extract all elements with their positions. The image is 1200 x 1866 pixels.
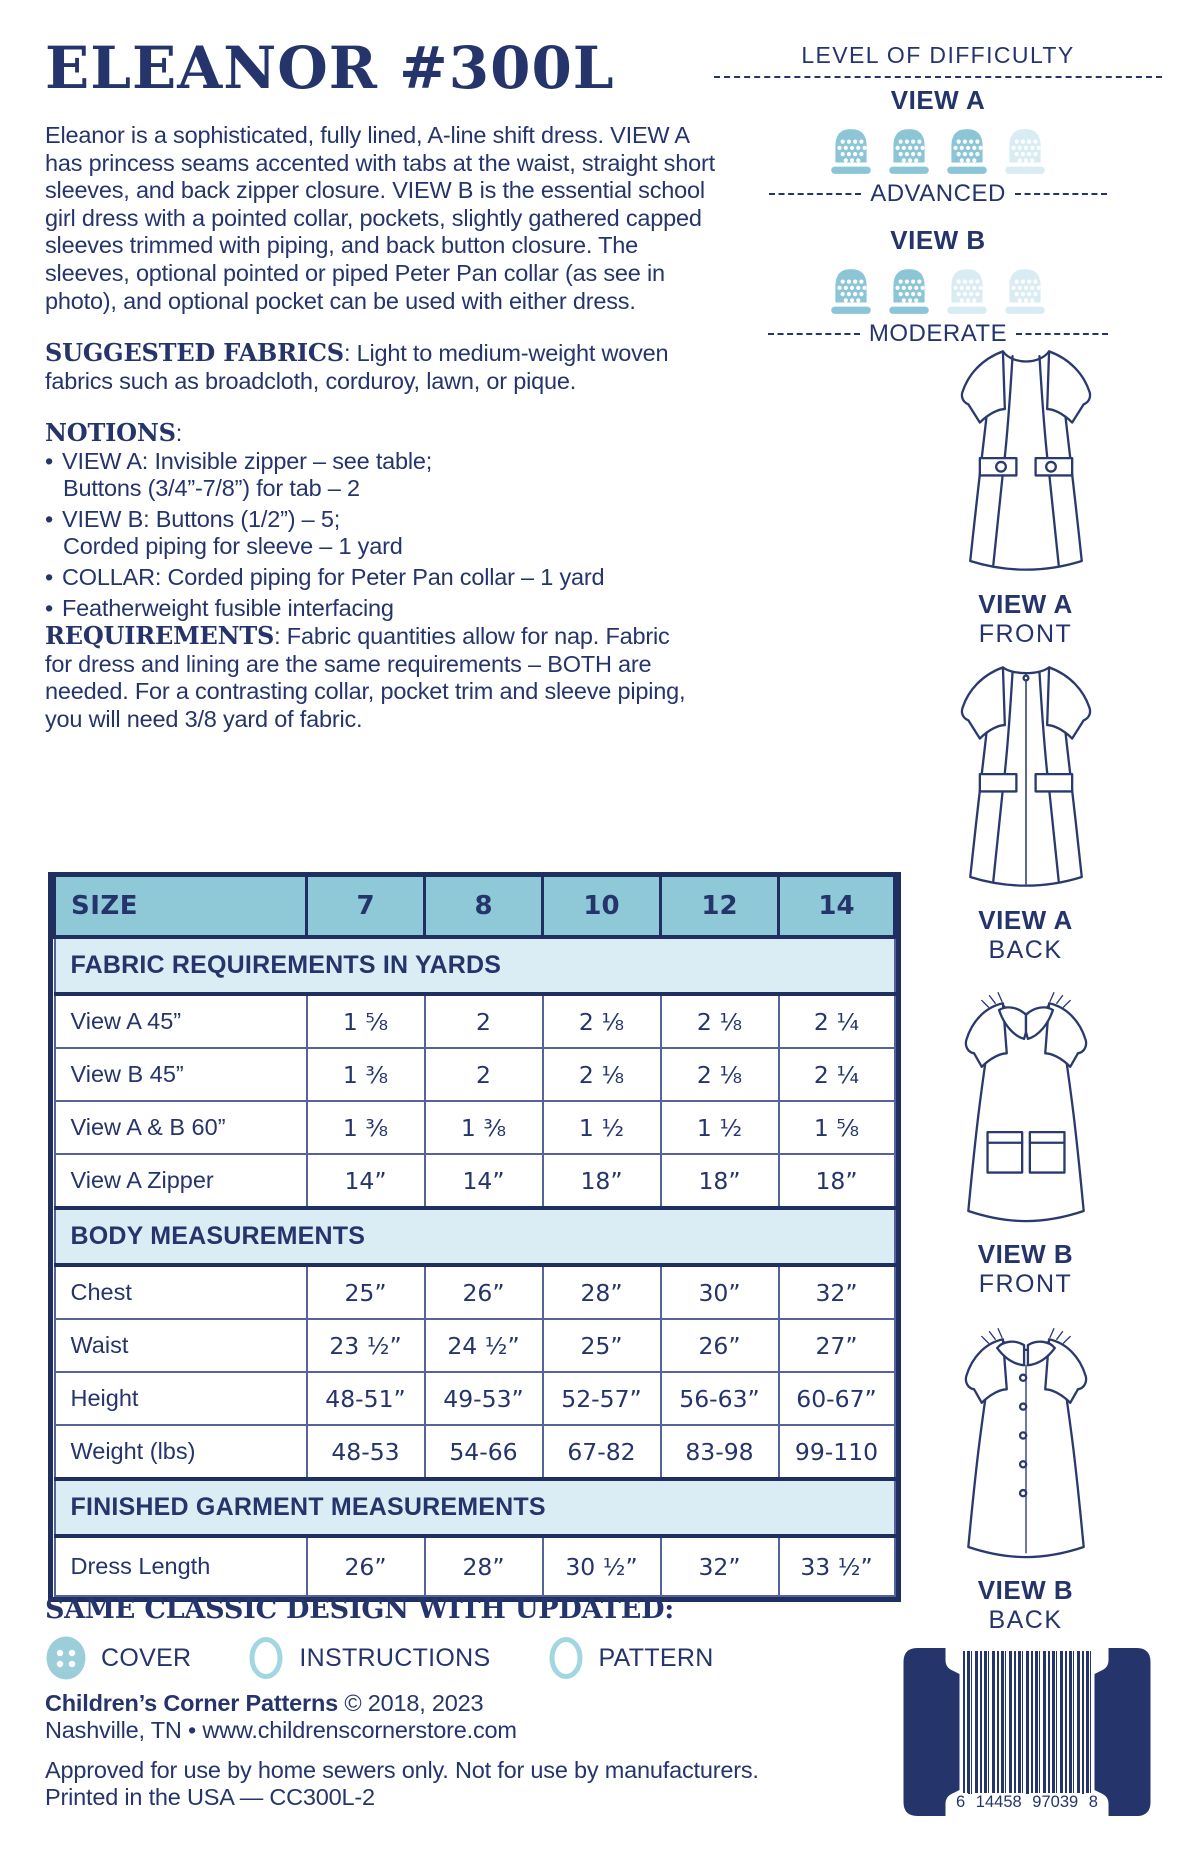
figure-view-label: VIEW B [977, 1239, 1074, 1269]
thimble-icon [1001, 265, 1049, 317]
table-row [55, 1048, 895, 1101]
thimble-icon [1001, 125, 1049, 177]
table-row [55, 994, 895, 1048]
size-table [53, 877, 896, 1597]
barcode-digits [953, 1793, 1101, 1812]
suggested-fabrics-text: : Light to medium-weight woven fabrics such as broadcloth, corduroy, lawn, or pique. [45, 340, 669, 394]
dashed-rule [714, 76, 1162, 78]
table-row [55, 1154, 895, 1208]
footer [45, 1690, 759, 1811]
size-label-cell: SIZE [55, 877, 307, 937]
view-b-front-figure [908, 986, 1143, 1299]
value-cell: 67-82 [543, 1425, 661, 1479]
barcode-bars [963, 1651, 1091, 1794]
value-cell: 52-57” [543, 1372, 661, 1425]
notion-item [45, 506, 717, 561]
section-header-cell: FABRIC REQUIREMENTS IN YARDS [55, 937, 895, 994]
notion-item [45, 448, 717, 503]
value-cell: 24 ¹⁄₂” [425, 1319, 543, 1372]
thimble-icon [943, 125, 991, 177]
value-cell: 54-66 [425, 1425, 543, 1479]
button-icon [45, 1635, 87, 1681]
barcode-digit: 6 [953, 1793, 968, 1812]
view-b-level-text: MODERATE [868, 320, 1008, 347]
table-row [55, 1265, 895, 1319]
value-cell: 83-98 [661, 1425, 779, 1479]
value-cell: 30” [661, 1265, 779, 1319]
value-cell: 99-110 [779, 1425, 895, 1479]
notion-text: Featherweight fusible interfacing [62, 594, 394, 621]
notion-text: COLLAR: Corded piping for Peter Pan collar – 1 yard [62, 563, 605, 590]
updated-item-label: COVER [101, 1643, 192, 1672]
value-cell: 56-63” [661, 1372, 779, 1425]
updated-item-instructions [247, 1635, 490, 1681]
notions-list [45, 448, 717, 623]
row-label-cell: Waist [55, 1319, 307, 1372]
dash-line [1016, 333, 1108, 335]
notion-text: Buttons (3/4”-7/8”) for tab – 2 [63, 475, 360, 502]
value-cell: 26” [661, 1319, 779, 1372]
value-cell: 2 [425, 994, 543, 1048]
row-label-cell: Dress Length [55, 1536, 307, 1596]
figure-view-label: VIEW A [978, 905, 1073, 935]
value-cell: 26” [425, 1265, 543, 1319]
view-a-back-illustration [919, 652, 1133, 902]
row-label-cell: Chest [55, 1265, 307, 1319]
value-cell: 28” [425, 1536, 543, 1596]
barcode [903, 1648, 1151, 1816]
bullet-icon: • [45, 563, 54, 590]
row-label-cell: View B 45” [55, 1048, 307, 1101]
row-label-cell: View A & B 60” [55, 1101, 307, 1154]
address-line: Nashville, TN • www.childrenscornerstore.com [45, 1717, 517, 1743]
updated-item-cover [45, 1635, 191, 1681]
value-cell: 1 ³⁄₈ [307, 1048, 425, 1101]
value-cell: 30 ¹⁄₂” [543, 1536, 661, 1596]
bullet-icon: • [45, 447, 54, 474]
notions-section [45, 419, 717, 625]
updated-heading: SAME CLASSIC DESIGN WITH UPDATED: [45, 1594, 675, 1625]
view-b-front-illustration [919, 986, 1133, 1236]
value-cell: 2 ¹⁄₈ [543, 1048, 661, 1101]
size-header-row [55, 877, 895, 937]
notion-text: VIEW B: Buttons (1/2”) – 5; [62, 505, 341, 532]
suggested-fabrics-label: SUGGESTED FABRICS [45, 338, 344, 367]
view-b-back-illustration [919, 1322, 1133, 1572]
row-label-cell: Weight (lbs) [55, 1425, 307, 1479]
section-header-cell: BODY MEASUREMENTS [55, 1208, 895, 1265]
thimble-icon [943, 265, 991, 317]
value-cell: 2 ¹⁄₄ [779, 994, 895, 1048]
value-cell: 2 ¹⁄₈ [543, 994, 661, 1048]
barcode-digit: 8 [1086, 1793, 1101, 1812]
table-row [55, 1101, 895, 1154]
value-cell: 25” [543, 1319, 661, 1372]
section-header-row [55, 937, 895, 994]
size-column-header: 7 [307, 877, 425, 937]
row-label-cell: Height [55, 1372, 307, 1425]
section-header-row [55, 1479, 895, 1536]
view-a-level-text: ADVANCED [870, 180, 1006, 207]
value-cell: 28” [543, 1265, 661, 1319]
bullet-icon: • [45, 594, 54, 621]
size-column-header: 10 [543, 877, 661, 937]
difficulty-view-b-label: VIEW B [890, 225, 986, 255]
value-cell: 2 ¹⁄₈ [661, 1048, 779, 1101]
printed-line: Printed in the USA — CC300L-2 [45, 1784, 375, 1810]
value-cell: 18” [543, 1154, 661, 1208]
updated-items [45, 1635, 770, 1681]
difficulty-view-a-label: VIEW A [890, 85, 986, 115]
notion-item [45, 564, 717, 592]
value-cell: 14” [307, 1154, 425, 1208]
figure-view-label: VIEW A [978, 589, 1073, 619]
section-header-cell: FINISHED GARMENT MEASUREMENTS [55, 1479, 895, 1536]
value-cell: 2 ¹⁄₄ [779, 1048, 895, 1101]
value-cell: 32” [779, 1265, 895, 1319]
section-header-row [55, 1208, 895, 1265]
value-cell: 2 ¹⁄₈ [661, 994, 779, 1048]
table-row [55, 1536, 895, 1596]
figure-side-label: BACK [988, 936, 1063, 964]
figure-side-label: FRONT [978, 620, 1073, 648]
view-b-thimble-rating [712, 265, 1164, 317]
size-column-header: 14 [779, 877, 895, 937]
view-a-front-illustration [919, 336, 1133, 586]
barcode-spool-right [1094, 1648, 1151, 1816]
view-a-level [712, 180, 1164, 208]
requirements-label: REQUIREMENTS [45, 621, 275, 650]
updated-item-label: PATTERN [598, 1643, 714, 1672]
level-of-difficulty [712, 42, 1164, 348]
notion-text: Corded piping for sleeve – 1 yard [63, 533, 403, 560]
value-cell: 1 ⁵⁄₈ [307, 994, 425, 1048]
value-cell: 25” [307, 1265, 425, 1319]
view-a-back-figure [908, 652, 1143, 965]
thimble-icon [827, 265, 875, 317]
barcode-digit-group: 97039 [1029, 1793, 1081, 1812]
suggested-fabrics-paragraph [45, 339, 705, 395]
dash-line [768, 333, 860, 335]
figure-side-label: FRONT [978, 1270, 1073, 1298]
requirements-text: : Fabric quantities allow for nap. Fabric for dress and lining are the same requirements – BOTH are needed. For a contrasting collar, pocket trim and sleeve piping, you will need 3/8 yard of fabric. [45, 623, 686, 732]
barcode-spool-left [903, 1648, 960, 1816]
copyright-years: © 2018, 2023 [344, 1690, 484, 1716]
value-cell: 1 ⁵⁄₈ [779, 1101, 895, 1154]
dash-line [769, 193, 861, 195]
copyright-line [45, 1690, 759, 1717]
row-label-cell: View A 45” [55, 994, 307, 1048]
value-cell: 1 ¹⁄₂ [661, 1101, 779, 1154]
circle-icon [547, 1635, 585, 1681]
updated-item-label: INSTRUCTIONS [299, 1643, 491, 1672]
thimble-icon [827, 125, 875, 177]
value-cell: 33 ¹⁄₂” [779, 1536, 895, 1596]
updated-item-pattern [547, 1635, 714, 1681]
value-cell: 48-53 [307, 1425, 425, 1479]
requirements-paragraph [45, 622, 701, 733]
notion-item [45, 595, 717, 623]
notions-heading: NOTIONS: [45, 418, 183, 447]
figure-side-label: BACK [988, 1606, 1063, 1634]
page-title: ELEANOR #300L [45, 34, 615, 102]
brand-name: Children’s Corner Patterns [45, 1690, 338, 1716]
thimble-icon [885, 125, 933, 177]
value-cell: 48-51” [307, 1372, 425, 1425]
circle-icon [247, 1635, 285, 1681]
value-cell: 1 ¹⁄₂ [543, 1101, 661, 1154]
size-column-header: 12 [661, 877, 779, 937]
thimble-icon [885, 265, 933, 317]
value-cell: 18” [779, 1154, 895, 1208]
difficulty-header: LEVEL OF DIFFICULTY [801, 42, 1075, 68]
value-cell: 2 [425, 1048, 543, 1101]
notion-text: VIEW A: Invisible zipper – see table; [62, 447, 433, 474]
row-label-cell: View A Zipper [55, 1154, 307, 1208]
value-cell: 49-53” [425, 1372, 543, 1425]
value-cell: 14” [425, 1154, 543, 1208]
barcode-digit-group: 14458 [973, 1793, 1025, 1812]
view-a-thimble-rating [712, 125, 1164, 177]
bullet-icon: • [45, 505, 54, 532]
table-row [55, 1425, 895, 1479]
value-cell: 1 ³⁄₈ [425, 1101, 543, 1154]
table-row [55, 1372, 895, 1425]
value-cell: 1 ³⁄₈ [307, 1101, 425, 1154]
approval-line: Approved for use by home sewers only. Not for use by manufacturers. [45, 1757, 759, 1783]
intro-paragraph: Eleanor is a sophisticated, fully lined, A-line shift dress. VIEW A has princess seams accented with tabs at the waist, straight short sleeves, and back zipper closure. VIEW B is the essential school girl dress with a pointed collar, pockets, slightly gathered capped sleeves trimmed with piping, and back button closure. The sleeves, optional pointed or piped Peter Pan collar (as see in photo), and optional pocket can be used with either dress. [45, 122, 715, 314]
value-cell: 60-67” [779, 1372, 895, 1425]
view-a-front-figure [908, 336, 1143, 649]
value-cell: 23 ¹⁄₂” [307, 1319, 425, 1372]
value-cell: 27” [779, 1319, 895, 1372]
updated-section [45, 1594, 770, 1681]
size-table-wrap [48, 872, 901, 1602]
dash-line [1015, 193, 1107, 195]
size-column-header: 8 [425, 877, 543, 937]
value-cell: 26” [307, 1536, 425, 1596]
value-cell: 32” [661, 1536, 779, 1596]
table-row [55, 1319, 895, 1372]
figure-view-label: VIEW B [977, 1575, 1074, 1605]
value-cell: 18” [661, 1154, 779, 1208]
view-b-back-figure [908, 1322, 1143, 1635]
